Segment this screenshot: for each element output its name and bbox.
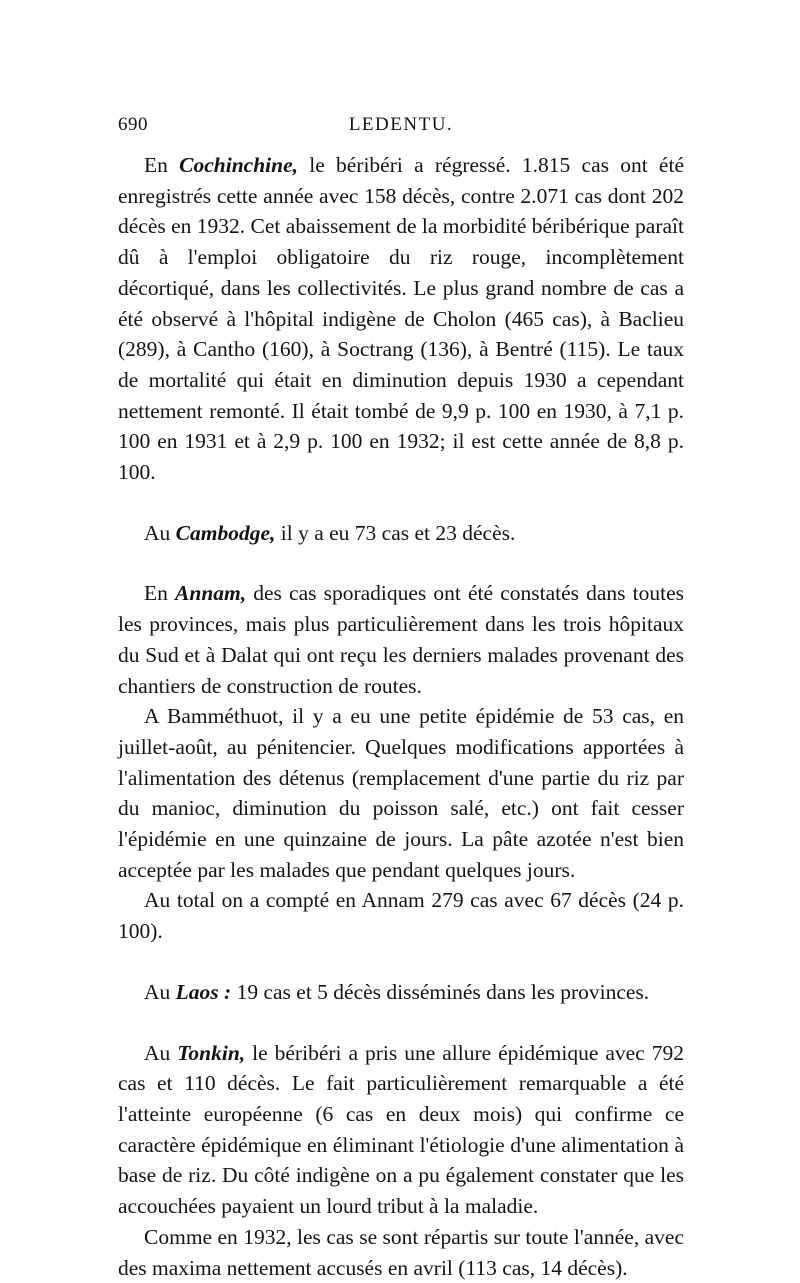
paragraph-text: des cas sporadiques ont été constatés dans toutes les provinces, mais plus particulièrement dans les trois hôpitaux du Sud et à Dalat qui ont reçu les derniers malades provenant des chantiers de construction de routes. [118, 581, 685, 698]
paragraph-laos [118, 977, 684, 1008]
paragraph-prefix: Au [144, 520, 176, 545]
paragraph-tonkin-distribution [118, 1222, 684, 1283]
paragraph-prefix: Au [144, 1040, 178, 1065]
place-name: Laos : [175, 979, 232, 1004]
page-number: 690 [118, 114, 148, 135]
paragraph-text: le béribéri a régressé. 1.815 cas ont été enregistrés cette année avec 158 décès, contre 2.071 cas dont 202 décès en 1932. Cet abaissement de la morbidité béribérique paraît dû à l'emploi obligatoire du riz rouge, incomplètement décortiqué, dans les collectivités. Le plus grand nombre de cas a été observé à l'hôpital indigène de Cholon (465 cas), à Baclieu (289), à Cantho (160), à Soctrang (136), à Bentré (115). Le taux de mortalité qui était en diminution depuis 1930 a cependant nettement remonté. Il était tombé de 9,9 p. 100 en 1930, à 7,1 p. 100 en 1931 et à 2,9 p. 100 en 1932; il est cette année de 8,8 p. 100. [118, 153, 684, 485]
place-name: Annam, [175, 581, 247, 606]
paragraph-cambodge [118, 518, 684, 549]
paragraph-text: A Bamméthuot, il y a eu une petite épidémie de 53 cas, en juillet-août, au pénitencier. Quelques modifications apportées à l'alimentation des détenus (remplacement d'une partie du riz par du manioc, diminution du poisson salé, etc.) ont fait cesser l'épidémie en une quinzaine de jours. La pâte azotée n'est bien acceptée par les malades que pendant quelques jours. [118, 704, 684, 882]
paragraph-text: 19 cas et 5 décès disséminés dans les provinces. [231, 979, 650, 1004]
paragraph-text: le béribéri a pris une allure épidémique avec 792 cas et 110 décès. Le fait particulièrement remarquable a été l'atteinte européenne (6 cas en deux mois) qui confirme ce caractère épidémique en éliminant l'étiologie d'une alimentation à base de riz. Du côté indigène on a pu également constater que les accouchées payaient un lourd tribut à la maladie. [118, 1040, 684, 1219]
paragraph-prefix: En [144, 153, 180, 177]
paragraph-text: Au total on a compté en Annam 279 cas avec 67 décès (24 p. 100). [118, 888, 684, 944]
paragraph-prefix: En [144, 581, 176, 606]
paragraph-annam-total [118, 885, 684, 946]
running-head [118, 114, 684, 140]
paragraph-bammethuot [118, 701, 684, 885]
running-title: LEDENTU. [348, 114, 454, 135]
paragraph-text: Comme en 1932, les cas se sont répartis sur toute l'année, avec des maxima nettement accusés en avril (113 cas, 14 décès). [118, 1224, 684, 1280]
place-name: Cochinchine, [179, 153, 298, 177]
place-name: Tonkin, [177, 1040, 246, 1065]
place-name: Cambodge, [175, 520, 276, 545]
paragraph-cochinchine [118, 150, 684, 488]
body-text [118, 150, 684, 1283]
paragraph-annam [118, 578, 684, 701]
paragraph-tonkin [118, 1038, 684, 1222]
paragraph-text: il y a eu 73 cas et 23 décès. [275, 520, 516, 545]
paragraph-prefix: Au [144, 979, 176, 1004]
